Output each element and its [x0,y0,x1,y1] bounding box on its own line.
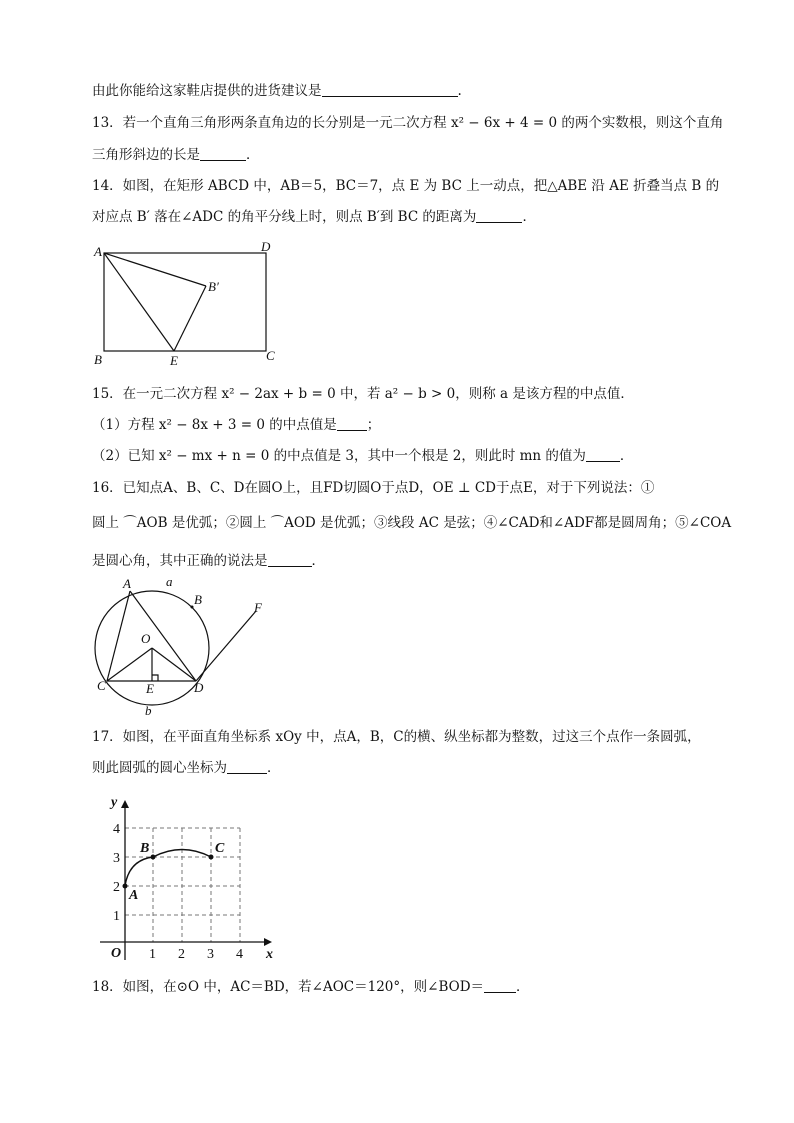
q17-answer-blank[interactable] [227,759,267,774]
q14-line1: 14．如图，在矩形 ABCD 中，AB＝5，BC＝7，点 E 为 BC 上一动点，把△ABE 沿 AE 折叠当点 B 的 [92,178,720,194]
label-b: B [140,841,150,856]
y-axis-label: y [111,795,118,810]
q15-line1: 15．在一元二次方程 x² − 2ax + b = 0 中，若 a² − b > 0，则称 a 是该方程的中点值． [92,386,634,402]
tangent-df [196,611,256,681]
y-tick-2: 2 [113,880,120,895]
x-axis-label: x [266,947,273,962]
origin-label: O [111,946,122,961]
q16-line3: 是圆心角，其中正确的说法是 ． [92,553,325,569]
label-c: C [215,841,225,856]
label-d: D [194,680,204,695]
q15-2-answer-blank[interactable] [586,447,620,462]
q14-rectangle-figure [88,236,288,370]
q15-line2: （1）方程 x² − 8x + 3 = 0 的中点值是 ； [92,417,381,433]
q12-answer-blank[interactable] [322,82,458,97]
label-b: B [94,352,102,367]
label-c: C [266,348,275,363]
x-tick-3: 3 [207,947,214,962]
segment-b-prime-e [174,286,206,351]
q12-text: 由此你能给这家鞋店提供的进货建议是 [92,83,322,99]
x-tick-4: 4 [236,947,243,962]
q16-circle-figure [88,574,272,720]
label-o: O [141,631,151,646]
y-tick-3: 3 [113,851,120,866]
q13-line2: 三角形斜边的长是 ． [92,147,260,163]
y-tick-1: 1 [113,909,120,924]
label-c: C [97,678,106,693]
label-e: E [146,681,154,696]
label-a: A [123,576,131,591]
q14-line2: 对应点 B′ 落在∠ADC 的角平分线上时，则点 B′到 BC 的距离为 ． [92,209,536,225]
q15-line3: （2）已知 x² − mx + n = 0 的中点值是 3，其中一个根是 2，则此时 mn 的值为 ． [92,448,634,464]
label-f: F [254,600,262,615]
label-b: B [194,592,202,607]
label-arc-b: b [145,703,152,718]
label-b-prime: B′ [208,279,219,294]
rectangle-abcd [104,253,266,351]
q16-answer-blank[interactable] [268,552,312,567]
q16-line1: 16．已知点A、B、C、D在圆O上，且FD切圆O于点D，OE ⊥ CD于点E，对于下列说法：① [92,480,655,496]
segment-od [152,648,196,681]
segment-ab-prime [104,253,206,286]
segment-ad [130,591,196,681]
q17-line1: 17．如图，在平面直角坐标系 xOy 中，点A，B，C的横、纵坐标都为整数，过这三个点作一条圆弧， [92,729,701,745]
label-arc-a: a [166,574,173,589]
q13-answer-blank[interactable] [200,146,246,161]
q18-line1: 18．如图，在⊙O 中，AC＝BD，若∠AOC＝120°，则∠BOD＝ ． [92,979,530,995]
x-tick-2: 2 [178,947,185,962]
point-b [151,855,156,860]
label-d: D [261,239,271,254]
q15-1-answer-blank[interactable] [337,416,367,431]
q17-line2: 则此圆弧的圆心坐标为 ． [92,760,281,776]
segment-ac [107,591,130,681]
y-tick-4: 4 [113,822,120,837]
label-e: E [170,353,178,368]
point-c [209,855,214,860]
q16-line2: 圆上 ⌒AOB 是优弧；②圆上 ⌒AOD 是优弧；③线段 AC 是弦；④∠CAD和∠ADF都是圆周角；⑤∠COA [92,515,732,531]
label-a: A [129,888,139,903]
q17-coordinate-figure [94,792,290,966]
x-tick-1: 1 [149,947,156,962]
y-axis-arrow [121,800,129,808]
segment-ae [104,253,174,351]
q18-answer-blank[interactable] [484,978,516,993]
q13-line1: 13．若一个直角三角形两条直角边的长分别是一元二次方程 x² − 6x + 4 = 0 的两个实数根，则这个直角 [92,115,724,131]
q12-line: 由此你能给这家鞋店提供的进货建议是 . [92,83,462,99]
q14-answer-blank[interactable] [476,208,522,223]
x-axis-arrow [264,938,272,946]
point-a [123,884,128,889]
arc-abc [125,850,211,887]
label-a: A [94,244,102,259]
